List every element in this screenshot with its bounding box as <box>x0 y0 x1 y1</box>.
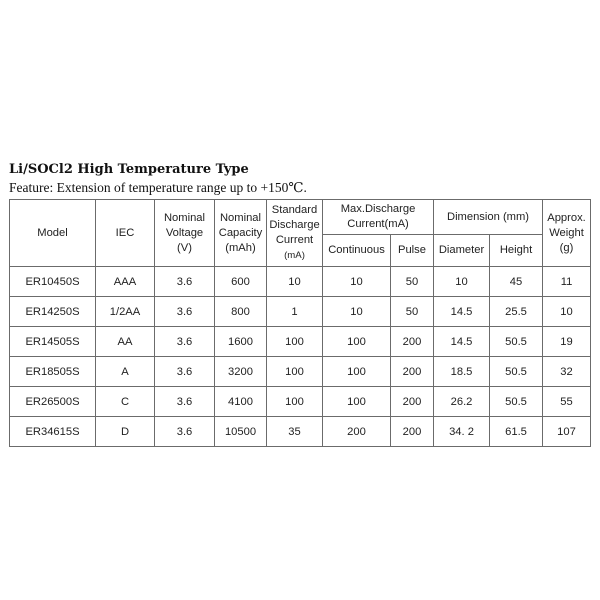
cell-capacity: 800 <box>215 297 267 327</box>
spec-table <box>9 199 591 447</box>
cell-iec: AAA <box>96 267 155 297</box>
header-iec: IEC <box>96 200 155 267</box>
cell-capacity: 600 <box>215 267 267 297</box>
cell-model: ER10450S <box>10 267 96 297</box>
cell-pulse: 200 <box>391 387 434 417</box>
cell-height: 61.5 <box>490 417 543 447</box>
page-title: Li/SOCl2 High Temperature Type <box>9 162 249 177</box>
table-row <box>10 297 591 327</box>
cell-diameter: 14.5 <box>434 297 490 327</box>
header-nominal-capacity: Nominal Capacity (mAh) <box>215 200 267 267</box>
cell-voltage: 3.6 <box>155 297 215 327</box>
cell-std-current: 35 <box>267 417 323 447</box>
cell-iec: 1/2AA <box>96 297 155 327</box>
cell-continuous: 100 <box>323 357 391 387</box>
cell-weight: 10 <box>543 297 591 327</box>
table-row <box>10 417 591 447</box>
header-height: Height <box>490 235 543 267</box>
cell-voltage: 3.6 <box>155 357 215 387</box>
table-row <box>10 357 591 387</box>
feature-note: Feature: Extension of temperature range up to +150℃. <box>9 180 307 195</box>
header-approx-weight: Approx. Weight (g) <box>543 200 591 267</box>
cell-height: 45 <box>490 267 543 297</box>
cell-model: ER14505S <box>10 327 96 357</box>
table-row <box>10 267 591 297</box>
cell-iec: C <box>96 387 155 417</box>
cell-std-current: 100 <box>267 387 323 417</box>
cell-capacity: 1600 <box>215 327 267 357</box>
cell-continuous: 200 <box>323 417 391 447</box>
cell-iec: D <box>96 417 155 447</box>
cell-weight: 107 <box>543 417 591 447</box>
cell-height: 50.5 <box>490 327 543 357</box>
cell-height: 50.5 <box>490 387 543 417</box>
cell-capacity: 10500 <box>215 417 267 447</box>
cell-voltage: 3.6 <box>155 417 215 447</box>
cell-model: ER26500S <box>10 387 96 417</box>
header-continuous: Continuous <box>323 235 391 267</box>
header-dimension: Dimension (mm) <box>434 200 543 235</box>
cell-pulse: 50 <box>391 267 434 297</box>
cell-model: ER18505S <box>10 357 96 387</box>
cell-pulse: 200 <box>391 417 434 447</box>
cell-height: 25.5 <box>490 297 543 327</box>
header-standard-discharge: Standard Discharge Current (mA) <box>267 200 323 267</box>
header-nominal-voltage: Nominal Voltage (V) <box>155 200 215 267</box>
cell-continuous: 10 <box>323 297 391 327</box>
cell-voltage: 3.6 <box>155 387 215 417</box>
cell-diameter: 26.2 <box>434 387 490 417</box>
cell-continuous: 100 <box>323 327 391 357</box>
cell-diameter: 34. 2 <box>434 417 490 447</box>
cell-diameter: 14.5 <box>434 327 490 357</box>
cell-capacity: 3200 <box>215 357 267 387</box>
cell-weight: 32 <box>543 357 591 387</box>
cell-voltage: 3.6 <box>155 267 215 297</box>
cell-weight: 55 <box>543 387 591 417</box>
cell-std-current: 1 <box>267 297 323 327</box>
header-pulse: Pulse <box>391 235 434 267</box>
cell-diameter: 10 <box>434 267 490 297</box>
cell-voltage: 3.6 <box>155 327 215 357</box>
cell-weight: 19 <box>543 327 591 357</box>
cell-continuous: 10 <box>323 267 391 297</box>
cell-pulse: 200 <box>391 327 434 357</box>
cell-diameter: 18.5 <box>434 357 490 387</box>
cell-capacity: 4100 <box>215 387 267 417</box>
cell-weight: 11 <box>543 267 591 297</box>
cell-height: 50.5 <box>490 357 543 387</box>
cell-std-current: 10 <box>267 267 323 297</box>
header-max-discharge: Max.Discharge Current(mA) <box>323 200 434 235</box>
cell-std-current: 100 <box>267 357 323 387</box>
cell-iec: AA <box>96 327 155 357</box>
table-row <box>10 327 591 357</box>
cell-std-current: 100 <box>267 327 323 357</box>
cell-iec: A <box>96 357 155 387</box>
table-row <box>10 387 591 417</box>
cell-pulse: 50 <box>391 297 434 327</box>
header-diameter: Diameter <box>434 235 490 267</box>
cell-continuous: 100 <box>323 387 391 417</box>
cell-model: ER34615S <box>10 417 96 447</box>
cell-model: ER14250S <box>10 297 96 327</box>
header-model: Model <box>10 200 96 267</box>
cell-pulse: 200 <box>391 357 434 387</box>
